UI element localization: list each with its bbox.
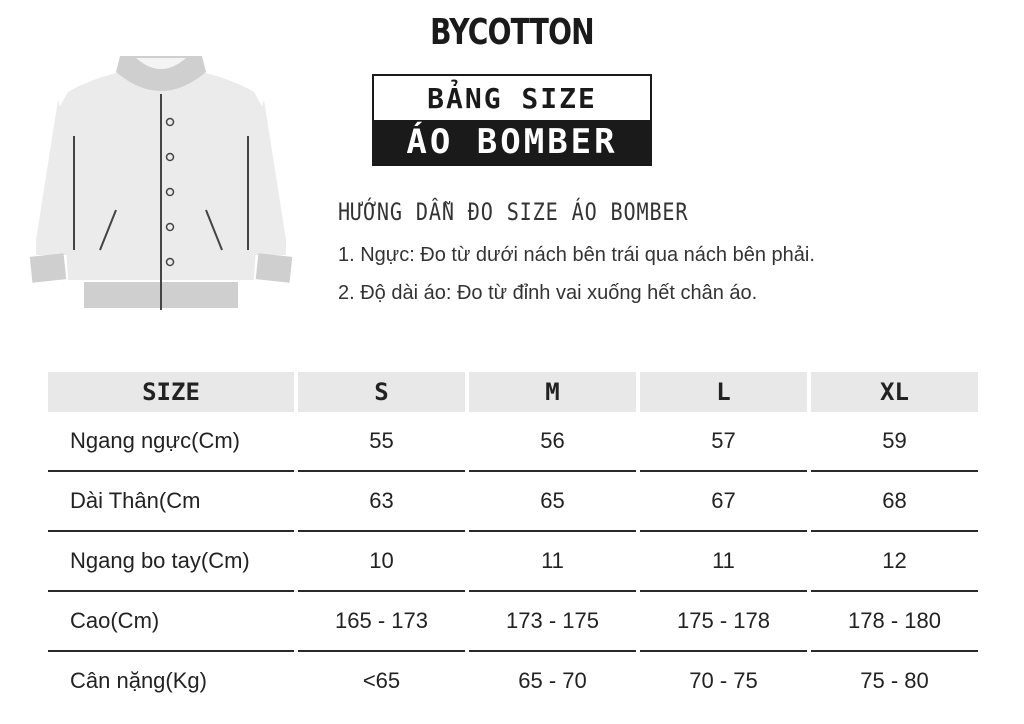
table-cell: 12	[811, 532, 978, 592]
table-cell: 165 - 173	[298, 592, 465, 652]
table-row	[48, 652, 978, 710]
header-xl: XL	[811, 372, 978, 412]
header-m: M	[469, 372, 636, 412]
table-cell: 178 - 180	[811, 592, 978, 652]
table-cell: 63	[298, 472, 465, 532]
title-box	[372, 74, 652, 166]
bomber-jacket-illustration	[28, 50, 294, 315]
table-cell: 10	[298, 532, 465, 592]
header-size: SIZE	[48, 372, 294, 412]
table-cell: 175 - 178	[640, 592, 807, 652]
table-cell: <65	[362, 668, 401, 693]
header-s: S	[298, 372, 465, 412]
table-cell: 56	[469, 412, 636, 472]
row-label: Cân nặng(Kg)	[70, 668, 207, 693]
guide-heading: HƯỚNG DẪN ĐO SIZE ÁO BOMBER	[338, 198, 689, 226]
header-l: L	[640, 372, 807, 412]
table-cell: 11	[469, 532, 636, 592]
guide-line-chest: 1. Ngực: Đo từ dưới nách bên trái qua nách bên phải.	[338, 244, 815, 266]
table-cell: 57	[640, 412, 807, 472]
title-product: ÁO BOMBER	[374, 120, 650, 164]
row-label: Ngang ngực(Cm)	[48, 412, 294, 472]
table-cell: 70 - 75	[689, 668, 758, 693]
table-cell: 65 - 70	[518, 668, 587, 693]
guide-line-length: 2. Độ dài áo: Đo từ đỉnh vai xuống hết chân áo.	[338, 282, 758, 304]
table-row	[48, 412, 978, 472]
table-cell: 68	[811, 472, 978, 532]
table-row	[48, 532, 978, 592]
table-cell: 65	[469, 472, 636, 532]
size-table	[44, 372, 982, 710]
row-label: Ngang bo tay(Cm)	[48, 532, 294, 592]
table-cell: 67	[640, 472, 807, 532]
table-cell: 59	[811, 412, 978, 472]
title-size-chart: BẢNG SIZE	[427, 81, 597, 115]
table-row	[48, 472, 978, 532]
table-header-row	[48, 372, 978, 412]
row-label: Dài Thân(Cm	[48, 472, 294, 532]
table-cell: 11	[640, 532, 807, 592]
row-label: Cao(Cm)	[48, 592, 294, 652]
table-cell: 55	[298, 412, 465, 472]
table-cell: 173 - 175	[469, 592, 636, 652]
brand-logo: BYCOTTON	[430, 12, 594, 53]
table-cell: 75 - 80	[860, 668, 929, 693]
table-row	[48, 592, 978, 652]
